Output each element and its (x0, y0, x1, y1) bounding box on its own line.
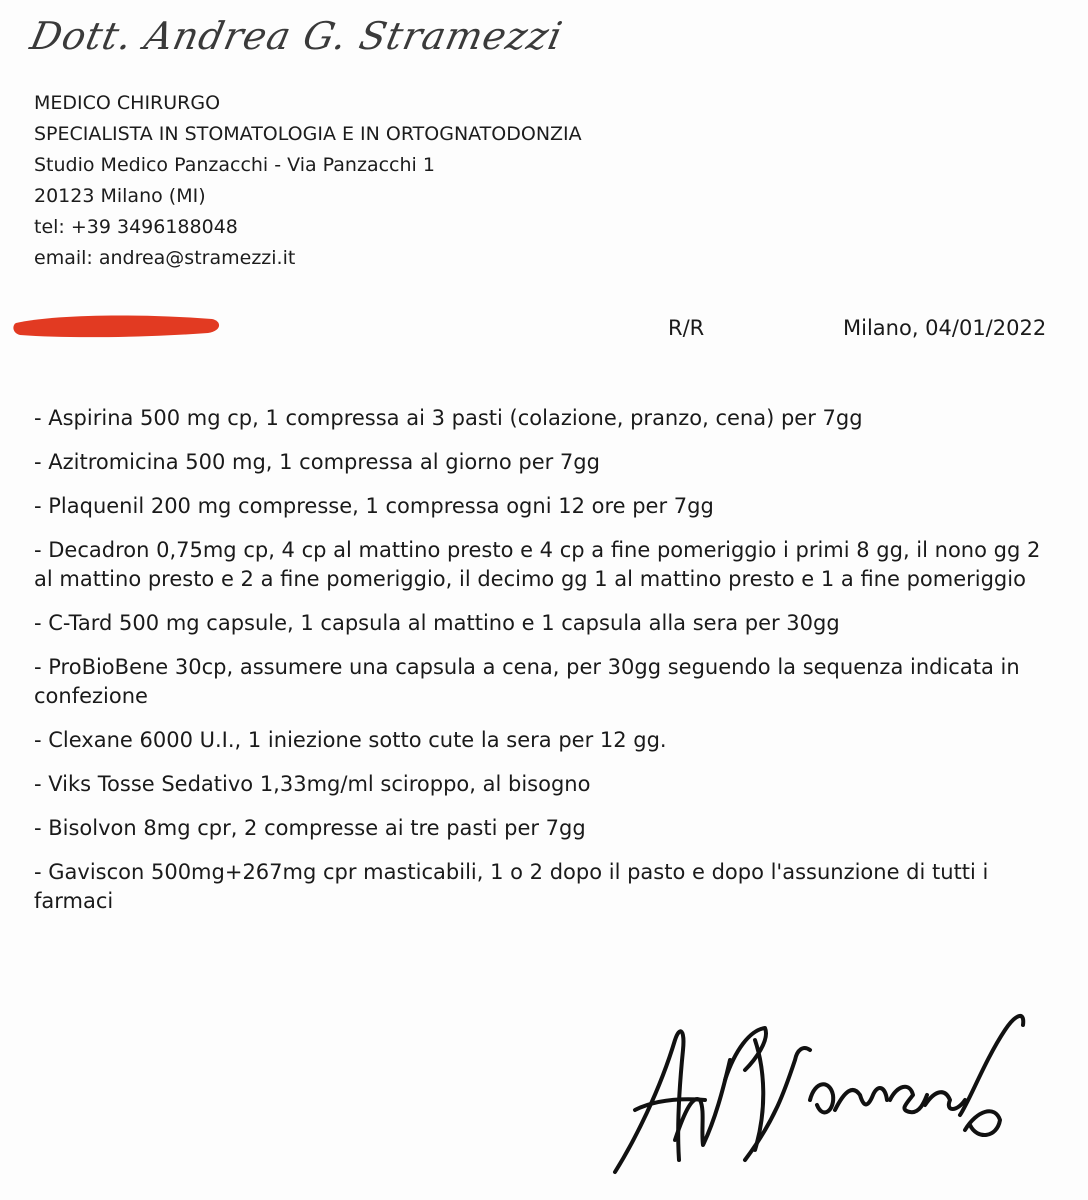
prescription-item: - Plaquenil 200 mg compresse, 1 compressa ogni 12 ore per 7gg (34, 494, 714, 518)
prescription-item: - Azitromicina 500 mg, 1 compressa al giorno per 7gg (34, 450, 600, 474)
header-line-specialty: SPECIALISTA IN STOMATOLOGIA E IN ORTOGNATODONZIA (34, 123, 582, 145)
signature-icon (605, 1000, 1045, 1180)
prescription-item: - Aspirina 500 mg cp, 1 compressa ai 3 pasti (colazione, pranzo, cena) per 7gg (34, 406, 863, 430)
prescription-item: - Clexane 6000 U.I., 1 iniezione sotto cute la sera per 12 gg. (34, 728, 667, 752)
prescription-item: - Decadron 0,75mg cp, 4 cp al mattino presto e 4 cp a fine pomeriggio i primi 8 gg, il nono gg 2 al mattino presto e 2 a fine pomeriggio, il decimo gg 1 al mattino presto e 1 a fine pomeriggio (34, 538, 1041, 591)
patient-name-redaction-mark (12, 309, 222, 339)
prescription-item: - Viks Tosse Sedativo 1,33mg/ml sciroppo, al bisogno (34, 772, 591, 796)
redaction-stroke (13, 316, 219, 338)
header-line-phone: tel: +39 3496188048 (34, 216, 238, 238)
place-date: Milano, 04/01/2022 (843, 316, 1047, 340)
prescription-list (34, 404, 1064, 931)
letterhead-details (34, 88, 582, 274)
header-line-city: 20123 Milano (MI) (34, 185, 206, 207)
doctor-name-letterhead: Dott. Andrea G. Stramezzi (26, 14, 567, 58)
prescription-item: - ProBioBene 30cp, assumere una capsula a cena, per 30gg seguendo la sequenza indicata in confezione (34, 655, 1020, 708)
header-line-email: email: andrea@stramezzi.it (34, 247, 296, 269)
prescription-item: - Bisolvon 8mg cpr, 2 compresse ai tre pasti per 7gg (34, 816, 586, 840)
header-line-title: MEDICO CHIRURGO (34, 92, 221, 114)
prescription-item: - Gaviscon 500mg+267mg cpr masticabili, 1 o 2 dopo il pasto e dopo l'assunzione di tutti i farmaci (34, 860, 989, 913)
rr-label: R/R (668, 316, 705, 340)
header-line-studio: Studio Medico Panzacchi - Via Panzacchi 1 (34, 154, 435, 176)
prescription-item: - C-Tard 500 mg capsule, 1 capsula al mattino e 1 capsula alla sera per 30gg (34, 611, 840, 635)
